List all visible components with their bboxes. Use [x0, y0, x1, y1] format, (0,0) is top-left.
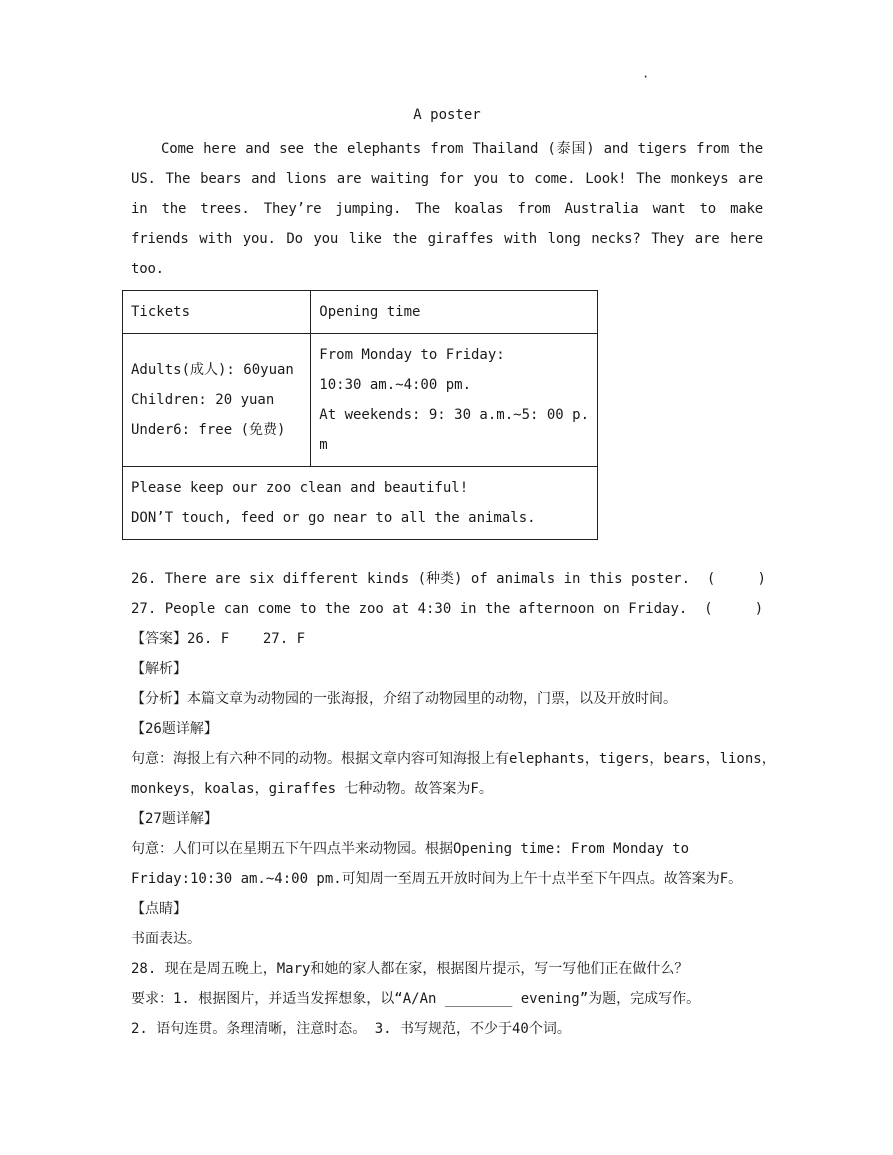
- requirement-line-1: 要求：1. 根据图片，并适当发挥想象，以“A/An ________ evening”为题，完成写作。: [131, 991, 701, 1007]
- ticket-adults: Adults(成人): 60yuan: [131, 362, 294, 378]
- opening-weekends-hours: At weekends: 9: 30 a.m.~5: 00 p.: [319, 407, 589, 423]
- q27-detail-line-2: Friday:10:30 am.~4:00 pm.可知周一至周五开放时间为上午十点半至下午四点。故答案为F。: [131, 871, 743, 887]
- table-header-row: [123, 291, 598, 334]
- note-keep-clean: Please keep our zoo clean and beautiful!: [131, 480, 469, 496]
- answer-line: 【答案】26. F 27. F: [131, 631, 306, 647]
- question-26: 26. There are six different kinds (种类) of animals in this poster. ( ): [131, 571, 766, 587]
- q26-detail-line-2: monkeys，koalas，giraffes 七种动物。故答案为F。: [131, 781, 493, 797]
- tips-heading: 【点睛】: [131, 901, 187, 917]
- document-body: [131, 104, 776, 1044]
- questions-and-answers: [131, 564, 776, 1044]
- analysis-heading: 【解析】: [131, 661, 187, 677]
- poster-paragraph: Come here and see the elephants from Thailand (泰国) and tigers from the US. The bears and lions are waiting for you to come. Look! The monkeys are in the trees. They’re jumping. The koalas from Australia want to make friends with you. Do you like the giraffes with long necks? They are here too.: [131, 141, 763, 277]
- ticket-children: Children: 20 yuan: [131, 392, 275, 408]
- q27-detail-heading: 【27题详解】: [131, 811, 218, 827]
- analysis-summary: 【分析】本篇文章为动物园的一张海报，介绍了动物园里的动物，门票，以及开放时间。: [131, 691, 677, 707]
- poster-title: A poster: [413, 107, 481, 123]
- opening-time-cell: [311, 334, 598, 467]
- ticket-under6: Under6: free (免费): [131, 422, 286, 438]
- opening-weekends-hours-cont: m: [319, 437, 328, 453]
- opening-weekdays-label: From Monday to Friday:: [319, 347, 505, 363]
- requirement-line-2: 2. 语句连贯。条理清晰，注意时态。 3. 书写规范，不少于40个词。: [131, 1021, 571, 1037]
- q26-detail-line-1: 句意：海报上有六种不同的动物。根据文章内容可知海报上有elephants，tigers，bears，lions，: [131, 751, 776, 767]
- poster-table: [122, 290, 598, 540]
- opening-weekdays-hours: 10:30 am.~4:00 pm.: [319, 377, 471, 393]
- tickets-cell: [123, 334, 311, 467]
- writing-section-label: 书面表达。: [131, 931, 201, 947]
- table-body-row: [123, 334, 598, 467]
- q26-detail-heading: 【26题详解】: [131, 721, 218, 737]
- table-notes-row: [123, 467, 598, 540]
- opening-time-header: Opening time: [311, 291, 598, 334]
- question-27: 27. People can come to the zoo at 4:30 in the afternoon on Friday. ( ): [131, 601, 764, 617]
- note-dont-touch: DON’T touch, feed or go near to all the animals.: [131, 510, 536, 526]
- page-mark: ·: [642, 70, 650, 84]
- tickets-header: Tickets: [123, 291, 311, 334]
- q27-detail-line-1: 句意：人们可以在星期五下午四点半来动物园。根据Opening time: From Monday to: [131, 841, 690, 857]
- notes-cell: [123, 467, 598, 540]
- question-28: 28. 现在是周五晚上，Mary和她的家人都在家，根据图片提示，写一写他们正在做什么？: [131, 961, 689, 977]
